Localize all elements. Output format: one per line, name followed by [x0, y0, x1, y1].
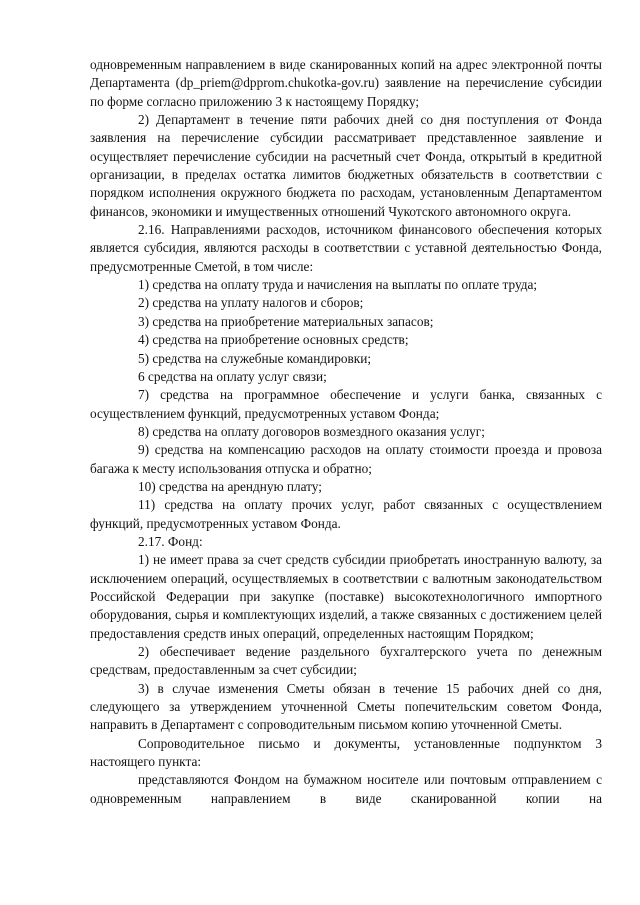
document-body: [90, 56, 602, 808]
paragraph-submission-method: представляются Фондом на бумажном носителе или почтовым отправлением с одновременным направлением в виде сканированной копии на: [90, 772, 602, 806]
list-item-2: 2) средства на уплату налогов и сборов;: [138, 295, 364, 311]
paragraph-department-review: 2) Департамент в течение пяти рабочих дней со дня поступления от Фонда заявления на перечисление субсидии рассматривает представленное заявление и осуществляет перечисление субсидии на расчетный счет Фонда, открытый в кредитной организации, в пределах остатка лимитов бюджетных обязательств в соответствии с порядком исполнения окружного бюджета по расходам, установленным Департаментом финансов, экономики и имущественных отношений Чукотского автономного округа.: [90, 112, 602, 219]
fund-clause-1: 1) не имеет права за счет средств субсидии приобретать иностранную валюту, за исключением операций, осуществляемых в соответствии с валютным законодательством Российской Федерации при закупке (поставке) высокотехнологичного импортного оборудования, сырья и комплектующих изделий, а также связанных с достижением целей предоставления средств иных операций, определенных настоящим Порядком;: [90, 552, 602, 641]
paragraph-email-submission: одновременным направлением в виде сканированных копий на адрес электронной почты Департамента (dp_priem@dpprom.chukotka-gov.ru) заявление на перечисление субсидии по форме согласно приложению 3 к настоящему Порядку;: [90, 57, 602, 109]
list-item-8: 8) средства на оплату договоров возмездного оказания услуг;: [138, 423, 485, 439]
paragraph-cover-letter: Сопроводительное письмо и документы, установленные подпунктом 3 настоящего пункта:: [90, 735, 602, 770]
paragraph-2-17-heading: 2.17. Фонд:: [138, 533, 203, 549]
list-item-1: 1) средства на оплату труда и начисления на выплаты по оплате труда;: [138, 277, 538, 293]
list-item-6: 6 средства на оплату услуг связи;: [138, 368, 327, 384]
list-item-4: 4) средства на приобретение основных средств;: [138, 332, 409, 348]
fund-clause-2: 2) обеспечивает ведение раздельного бухгалтерского учета по денежным средствам, предоставленным за счет субсидии;: [90, 644, 602, 678]
fund-clause-3: 3) в случае изменения Сметы обязан в течение 15 рабочих дней со дня, следующего за утверждением уточненной Сметы попечительским советом Фонда, направить в Департамент с сопроводительным письмом копию уточненной Сметы.: [90, 680, 602, 733]
list-item-10: 10) средства на арендную плату;: [138, 478, 322, 494]
list-item-7: 7) средства на программное обеспечение и услуги банка, связанных с осуществлением функций, предусмотренных уставом Фонда;: [90, 387, 602, 421]
list-item-9: 9) средства на компенсацию расходов на оплату стоимости проезда и провоза багажа к месту использования отпуска и обратно;: [90, 442, 602, 476]
list-item-3: 3) средства на приобретение материальных запасов;: [138, 313, 434, 329]
list-item-11: 11) средства на оплату прочих услуг, работ связанных с осуществлением функций, предусмотренных уставом Фонда.: [90, 497, 602, 531]
paragraph-2-16-expense-directions: 2.16. Направлениями расходов, источником финансового обеспечения которых является субсидия, являются расходы в соответствии с уставной деятельностью Фонда, предусмотренные Сметой, в том числе:: [90, 222, 602, 274]
list-item-5: 5) средства на служебные командировки;: [138, 350, 372, 366]
